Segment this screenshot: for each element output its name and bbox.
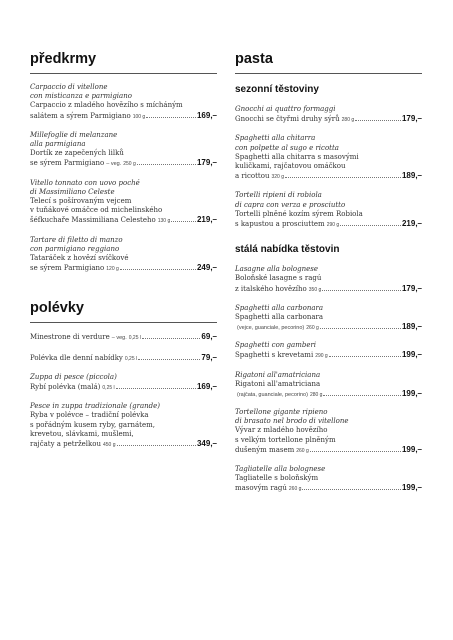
dotted-leader (117, 445, 196, 446)
dish-name-italian: Vitello tonnato con uovo poché (30, 178, 140, 187)
price-row (235, 322, 422, 331)
menu-item (235, 134, 422, 181)
dish-note: – veg. (111, 335, 127, 342)
price-row (30, 382, 217, 392)
dish-description-last: masovým ragú (235, 484, 287, 493)
section-title-polevky: polévky (30, 299, 217, 323)
dish-price: 189,– (401, 322, 422, 332)
dish-description: Ryba v polévce – tradiční polévka (30, 411, 149, 420)
dish-price: 349,– (196, 439, 217, 449)
dish-name-italian: di capra con verza e prosciutto (235, 200, 346, 209)
menu-item (235, 265, 422, 294)
dish-weight: 250 g (123, 161, 136, 168)
dish-name-italian: Spaghetti alla carbonara (235, 303, 324, 312)
dish-price: 219,– (401, 219, 422, 229)
dish-description-last: salátem a sýrem Parmigiano (30, 111, 131, 120)
dish-name-italian: Gnocchi ai quattro formaggi (235, 105, 336, 113)
price-row (30, 215, 217, 225)
dish-name-italian: alla parmigiana (30, 140, 86, 149)
dotted-leader (138, 359, 200, 360)
dish-name-italian: Zuppa di pesce (piccola) (30, 372, 117, 381)
section-title-predkrmy: předkrmy (30, 50, 217, 74)
menu-item (235, 105, 422, 124)
dish-name-italian: Tagliatelle alla bolognese (235, 465, 326, 474)
dish-price: 189,– (401, 171, 422, 181)
section-title-pasta: pasta (235, 50, 422, 74)
price-row (30, 158, 217, 168)
dish-weight: 290 g (326, 222, 340, 229)
price-row (235, 445, 422, 455)
price-row (30, 111, 217, 121)
dotted-leader (171, 221, 196, 222)
dish-weight: 100 g (132, 113, 146, 120)
dish-weight: 260 g (296, 447, 309, 454)
dotted-leader (146, 117, 196, 118)
dish-name-italian: con misticanza e parmigiano (30, 92, 132, 101)
dish-weight: 350 g (308, 286, 322, 293)
price-row (235, 114, 422, 124)
price-row (30, 332, 217, 342)
dotted-leader (116, 388, 196, 389)
left-column (30, 50, 217, 459)
dish-price: 179,– (401, 283, 422, 293)
dish-note: – veg. (106, 161, 122, 168)
dish-price: 249,– (196, 263, 217, 273)
menu-item (30, 402, 217, 449)
dish-description: krevetou, slávkami, mušlemi, (30, 429, 134, 438)
dish-name-italian: Pesce in zuppa tradizionale (grande) (30, 402, 161, 411)
menu-item (235, 465, 422, 494)
dish-price: 199,– (401, 350, 422, 360)
dotted-leader (137, 164, 196, 165)
dish-description-last: Minestrone di verdure (30, 333, 110, 342)
dish-description: Dortík ze zapečených lilků (30, 149, 124, 158)
dish-weight: 0,25 l (124, 355, 138, 362)
stala-list (235, 265, 422, 493)
menu-item (30, 179, 217, 226)
dish-name-italian: Tortellone gigante ripieno (235, 408, 328, 417)
dish-weight: 260 g (306, 325, 319, 332)
dish-price: 169,– (196, 110, 217, 120)
price-row (30, 439, 217, 449)
menu-item (30, 236, 217, 274)
subsection-title-stala: stálá nabídka těstovin (235, 244, 340, 256)
price-row (235, 171, 422, 181)
dotted-leader (329, 356, 401, 357)
dish-description-last: dušeným masem (235, 445, 295, 454)
dish-weight: 260 g (288, 486, 302, 493)
dish-description-last: šéfkuchaře Massimiliana Celesteho (30, 216, 156, 225)
menu-item (30, 83, 217, 121)
dish-name-italian: con polpette al sugo e ricotta (235, 143, 339, 152)
dish-description-last: se sýrem Parmigiano (30, 159, 105, 168)
dish-description-last: se sýrem Parmigiano (30, 264, 105, 273)
menu-item (235, 191, 422, 229)
dish-name-italian: Carpaccio di vitellone (30, 83, 108, 91)
dish-price: 199,– (401, 444, 422, 454)
menu-item (30, 332, 217, 342)
dotted-leader (285, 177, 401, 178)
dotted-leader (302, 489, 401, 490)
dish-name-italian: Tartare di filetto di manzo (30, 235, 123, 244)
menu-item (235, 408, 422, 455)
price-row (235, 389, 422, 398)
dish-name-italian: Rigatoni all'amatriciana (235, 370, 321, 379)
dish-name-italian: Millefoglie di melanzane (30, 130, 118, 139)
dish-weight: 0,25 l (102, 385, 115, 392)
dish-price: 79,– (201, 352, 217, 362)
dish-description-last: Gnocchi se čtyřmi druhy sýrů (235, 115, 340, 124)
dish-price: 199,– (401, 389, 422, 399)
dish-name-italian: Spaghetti con gamberi (235, 341, 317, 350)
price-row (30, 353, 217, 363)
dish-price: 179,– (401, 114, 422, 124)
price-row (235, 483, 422, 493)
subsection-title-sezonni: sezonní těstoviny (235, 84, 319, 95)
dish-description: Rigatoni all'amatriciana (235, 379, 321, 388)
dish-description: v tuňákové omáčce od michelinského (30, 206, 163, 215)
dish-weight: 120 g (106, 266, 119, 273)
dish-note: (vejce, guanciale, pecorino) (237, 325, 305, 332)
dotted-leader (322, 290, 401, 291)
menu-item (235, 341, 422, 360)
dish-name-italian: Spaghetti alla chitarra (235, 134, 316, 143)
dish-description: s velkým tortellone plněným (235, 435, 336, 444)
dotted-leader (120, 269, 196, 270)
polevky-list (30, 332, 217, 449)
dish-description-last: Polévka dle denní nabídky (30, 353, 123, 362)
sezonni-list (235, 105, 422, 229)
dish-price: 179,– (196, 158, 217, 168)
dish-description: Tortelli plněné kozím sýrem Robiola (235, 209, 363, 218)
dish-description: Tagliatelle s boloňským (235, 474, 319, 483)
dish-name-italian: Tortelli ripieni di robiola (235, 191, 322, 200)
dish-description-last: a ricottou (235, 172, 270, 181)
dish-weight: 280 g (341, 117, 355, 124)
dish-description: Spaghetti alla carbonara (235, 313, 324, 322)
dish-description: s pořádným kusem ryby, garnátem, (30, 420, 155, 429)
dotted-leader (323, 395, 401, 396)
dish-description-last: rajčaty a petrželkou (30, 440, 101, 449)
dish-description: Tataráček z hovězí svíčkové (30, 254, 129, 263)
menu-item (30, 373, 217, 392)
dish-description: Spaghetti alla chitarra s masovými (235, 152, 359, 161)
price-row (30, 263, 217, 273)
dish-weight: 130 g (157, 218, 171, 225)
predkrmy-list (30, 83, 217, 273)
dish-price: 69,– (201, 332, 217, 342)
dish-note: (rajčata, guanciale, pecorino) (237, 392, 308, 399)
price-row (235, 284, 422, 294)
dish-description: Telecí s pošírovaným vejcem (30, 197, 132, 206)
dish-description: Vývar z mladého hovězího (235, 426, 328, 435)
dotted-leader (310, 451, 401, 452)
dish-price: 219,– (196, 215, 217, 225)
dish-name-italian: Lasagne alla bolognese (235, 265, 319, 274)
right-column (235, 50, 422, 504)
dish-description-last: Rybí polévka (malá) (30, 383, 101, 392)
dish-description-last: z italského hovězího (235, 284, 307, 293)
dish-description: Carpaccio z mladého hovězího s mícháným (30, 101, 183, 110)
dotted-leader (320, 328, 401, 329)
menu-item (235, 304, 422, 331)
dish-weight: 0,25 l (128, 335, 141, 342)
dish-weight: 280 g (309, 392, 323, 399)
dish-description: Boloňské lasagne s ragú (235, 274, 322, 283)
price-row (235, 219, 422, 229)
menu-item (30, 353, 217, 363)
dish-weight: 290 g (315, 353, 328, 360)
dish-price: 169,– (196, 382, 217, 392)
menu-item (235, 371, 422, 398)
price-row (235, 350, 422, 360)
dish-description-last: Spaghetti s krevetami (235, 351, 314, 360)
dish-name-italian: di brasato nel brodo di vitellone (235, 417, 349, 426)
dotted-leader (142, 338, 200, 339)
dish-description-last: s kapustou a prosciuttem (235, 220, 325, 229)
dish-name-italian: di Massimiliano Celeste (30, 187, 115, 196)
dish-price: 199,– (401, 483, 422, 493)
dish-description: kuličkami, rajčatovou omáčkou (235, 162, 346, 171)
dish-weight: 320 g (271, 174, 284, 181)
dish-name-italian: con parmigiano reggiano (30, 244, 120, 253)
dotted-leader (355, 120, 401, 121)
dotted-leader (340, 225, 401, 226)
dish-weight: 450 g (103, 442, 116, 449)
menu-item (30, 131, 217, 169)
